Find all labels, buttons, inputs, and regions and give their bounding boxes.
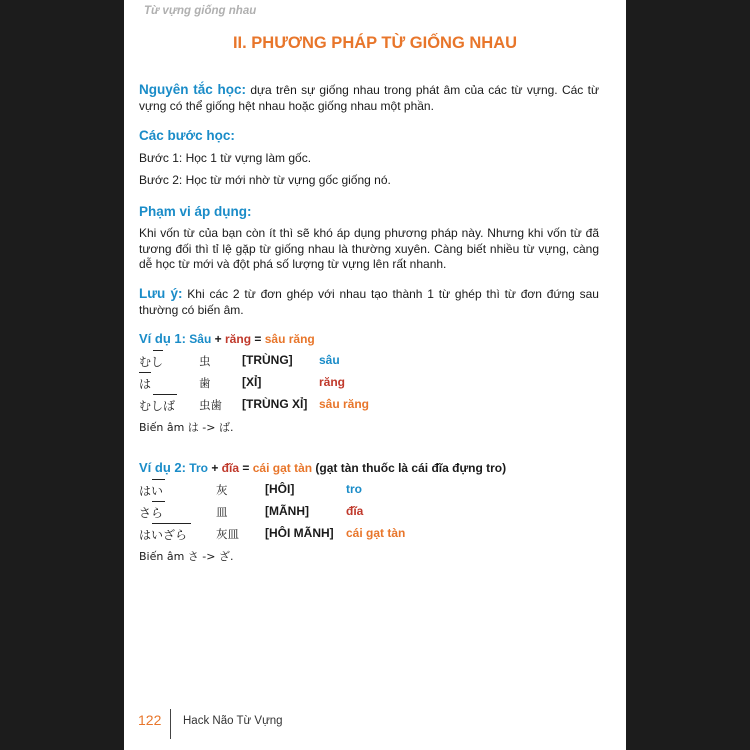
pitch-overline xyxy=(152,523,191,524)
ex2-kana-1-text: はい xyxy=(139,484,164,498)
ex2-sound-change: Biến âm さ -> ざ. xyxy=(139,550,234,563)
ex2-kana-1 xyxy=(139,482,163,499)
ex1-kana-2 xyxy=(139,375,151,392)
note-text: Khi các 2 từ đơn ghép với nhau tạo thành 1 từ ghép thì từ đơn đứng sau thường có biến âm. xyxy=(139,287,599,317)
ex1-reading-2: [XỈ] xyxy=(242,375,262,389)
ex1-kana-3-text: むしば xyxy=(139,399,176,413)
pitch-overline xyxy=(152,479,165,480)
example-2-label: Ví dụ 2: xyxy=(139,460,186,475)
example-2-word-1: Tro xyxy=(189,461,208,475)
scope-heading: Phạm vi áp dụng: xyxy=(139,204,252,219)
pitch-overline xyxy=(153,350,163,351)
page-title: II. PHƯƠNG PHÁP TỪ GIỐNG NHAU xyxy=(232,34,518,52)
example-1-word-2: răng xyxy=(225,332,252,346)
page-number: 122 xyxy=(138,712,162,728)
ex2-meaning-2: đĩa xyxy=(346,504,364,518)
footer-divider xyxy=(170,709,171,739)
scope-paragraph: Khi vốn từ của bạn còn ít thì sẽ khó áp dụng phương pháp này. Nhưng khi vốn từ đã tương đối thì tỉ lệ gặp từ giống nhau là thường xuyên. Càng biết nhiều từ vựng, càng dễ học từ mới và đột phá số lượng từ vựng lên rất nhanh. xyxy=(139,226,599,271)
principle-label: Nguyên tắc học: xyxy=(139,82,247,97)
running-head: Từ vựng giống nhau xyxy=(144,5,257,17)
example-1-plus: + xyxy=(214,332,222,346)
note-label: Lưu ý: xyxy=(139,286,183,301)
ex2-meaning-1: tro xyxy=(346,482,362,496)
ex1-meaning-1: sâu xyxy=(319,353,340,367)
example-2-heading xyxy=(139,460,506,477)
ex2-reading-2: [MÃNH] xyxy=(265,504,309,518)
ex2-reading-1: [HÔI] xyxy=(265,482,295,496)
example-1-label: Ví dụ 1: xyxy=(139,331,186,346)
ex1-kana-3 xyxy=(139,397,175,414)
example-2-word-2: đĩa xyxy=(221,461,240,475)
example-1-equals: = xyxy=(254,332,262,346)
note-paragraph xyxy=(139,286,599,318)
ex1-kanji-3: 虫歯 xyxy=(199,398,222,412)
ex2-kanji-3: 灰皿 xyxy=(216,527,239,541)
example-2-extra: (gạt tàn thuốc là cái đĩa đựng tro) xyxy=(315,461,507,475)
ex1-kana-1-text: むし xyxy=(139,355,164,369)
step-1: Bước 1: Học 1 từ vựng làm gốc. xyxy=(139,151,312,165)
ex1-reading-1: [TRÙNG] xyxy=(242,353,293,367)
example-1-result: sâu răng xyxy=(264,332,315,346)
example-2-plus: + xyxy=(211,461,219,475)
principle-text: dựa trên sự giống nhau trong phát âm của các từ vựng. Các từ vựng có thể giống hệt nhau hoặc giống nhau một phần. xyxy=(139,83,599,113)
ex1-kana-2-text: は xyxy=(139,377,152,391)
example-1-word-1: Sâu xyxy=(189,332,212,346)
ex1-meaning-2: răng xyxy=(319,375,346,389)
example-2-equals: = xyxy=(242,461,250,475)
ex1-kanji-2: 歯 xyxy=(199,376,211,390)
steps-heading: Các bước học: xyxy=(139,128,235,143)
ex1-kanji-1: 虫 xyxy=(199,354,211,368)
principle-paragraph xyxy=(139,82,599,114)
ex2-kana-3-text: はいざら xyxy=(139,528,188,542)
ex1-meaning-3: sâu răng xyxy=(319,397,370,411)
pitch-overline xyxy=(153,394,177,395)
ex1-kana-1 xyxy=(139,353,163,370)
pitch-overline xyxy=(152,501,165,502)
ex1-sound-change: Biến âm は -> ば. xyxy=(139,421,234,434)
ex2-kanji-2: 皿 xyxy=(216,505,228,519)
book-title: Hack Não Từ Vựng xyxy=(183,715,283,727)
example-2-result: cái gạt tàn xyxy=(252,461,313,475)
pitch-overline xyxy=(139,372,151,373)
step-2: Bước 2: Học từ mới nhờ từ vựng gốc giống nó. xyxy=(139,173,391,187)
ex2-kanji-1: 灰 xyxy=(216,483,228,497)
ex2-kana-2 xyxy=(139,504,163,521)
book-page xyxy=(124,0,626,750)
ex2-meaning-3: cái gạt tàn xyxy=(346,526,406,540)
ex2-reading-3: [HÔI MÃNH] xyxy=(265,526,334,540)
ex2-kana-2-text: さら xyxy=(139,506,164,520)
ex2-kana-3 xyxy=(139,526,187,543)
ex1-reading-3: [TRÙNG XỈ] xyxy=(242,397,308,411)
example-1-heading xyxy=(139,331,315,348)
